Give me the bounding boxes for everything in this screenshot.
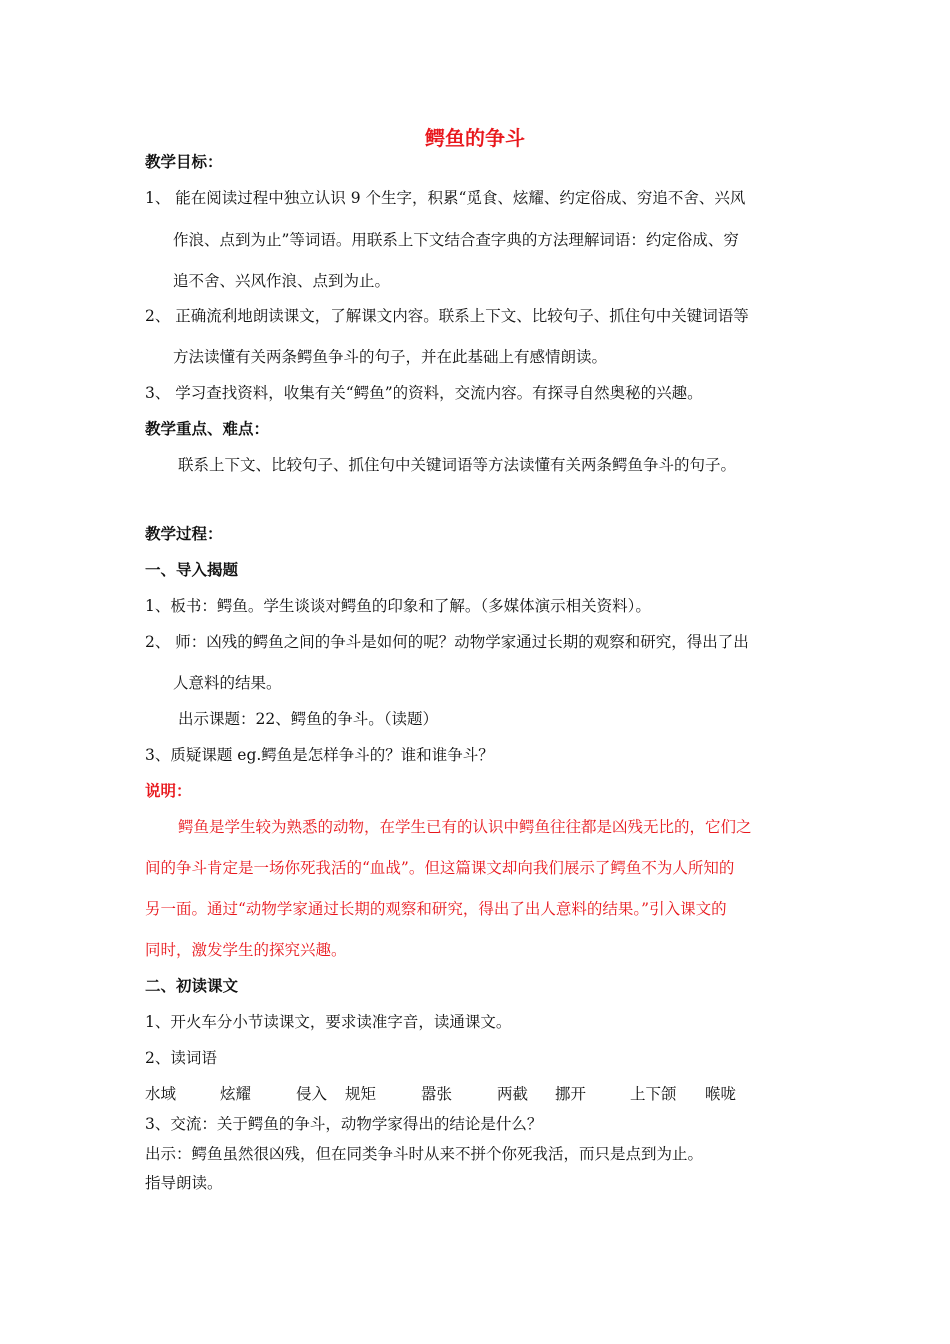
vocab-word: 水域	[145, 1085, 177, 1103]
section-1-show-title: 出示课题：22、鳄鱼的争斗。（读题）	[178, 710, 438, 728]
note-line-2: 间的争斗肯定是一场你死我活的“血战”。但这篇课文却向我们展示了鳄鱼不为人所知的	[145, 859, 735, 877]
document-title: 鳄鱼的争斗	[425, 126, 525, 150]
section-1-item-1: 1、板书：鳄鱼。学生谈谈对鳄鱼的印象和了解。（多媒体演示相关资料）。	[145, 597, 651, 615]
vocab-word: 嚣张	[421, 1085, 453, 1103]
note-line-1: 鳄鱼是学生较为熟悉的动物，在学生已有的认识中鳄鱼往往都是凶残无比的，它们之	[178, 818, 752, 836]
vocab-word: 喉咙	[705, 1085, 737, 1103]
objective-2-line-1: 2、 正确流利地朗读课文，了解课文内容。联系上下文、比较句子、抓住句中关键词语等	[145, 307, 749, 325]
key-points-heading: 教学重点、难点：	[145, 419, 270, 438]
note-line-3: 另一面。通过“动物学家通过长期的观察和研究，得出了出人意料的结果。”引入课文的	[145, 900, 727, 918]
vocab-word: 两截	[497, 1085, 529, 1103]
section-2-show-text: 出示：鳄鱼虽然很凶残，但在同类争斗时从来不拼个你死我活，而只是点到为止。	[145, 1145, 704, 1163]
note-line-4: 同时，激发学生的探究兴趣。	[145, 941, 347, 959]
section-2-item-1: 1、开火车分小节读课文，要求读准字音，读通课文。	[145, 1013, 512, 1031]
section-2-heading: 二、初读课文	[145, 976, 239, 995]
vocab-word: 侵入	[296, 1085, 328, 1103]
objective-3: 3、 学习查找资料，收集有关“鳄鱼”的资料，交流内容。有探寻自然奥秘的兴趣。	[145, 384, 703, 402]
objective-1-line-2: 作浪、点到为止”等词语。用联系上下文结合查字典的方法理解词语：约定俗成、穷	[173, 231, 739, 249]
section-2-guide: 指导朗读。	[145, 1174, 223, 1192]
objectives-heading: 教学目标：	[145, 152, 223, 171]
vocab-word: 规矩	[345, 1085, 377, 1103]
objective-2-line-2: 方法读懂有关两条鳄鱼争斗的句子，并在此基础上有感情朗读。	[173, 348, 608, 366]
objective-1-line-1: 1、 能在阅读过程中独立认识 9 个生字，积累“觅食、炫耀、约定俗成、穷追不舍、兴风	[145, 189, 746, 207]
section-2-item-3: 3、交流：关于鳄鱼的争斗，动物学家得出的结论是什么？	[145, 1115, 543, 1133]
section-2-item-2: 2、读词语	[145, 1049, 217, 1067]
key-points-text: 联系上下文、比较句子、抓住句中关键词语等方法读懂有关两条鳄鱼争斗的句子。	[178, 456, 737, 474]
section-1-heading: 一、导入揭题	[145, 560, 239, 579]
process-heading: 教学过程：	[145, 524, 223, 543]
section-1-item-2-line-2: 人意料的结果。	[173, 674, 282, 692]
objective-1-line-3: 追不舍、兴风作浪、点到为止。	[173, 272, 391, 290]
vocab-word: 上下颌	[630, 1085, 677, 1103]
note-heading: 说明：	[145, 781, 192, 800]
section-1-item-2-line-1: 2、 师：凶残的鳄鱼之间的争斗是如何的呢？动物学家通过长期的观察和研究，得出了出	[145, 633, 749, 651]
vocab-word: 挪开	[555, 1085, 587, 1103]
vocab-word: 炫耀	[220, 1085, 252, 1103]
section-1-item-3: 3、质疑课题 eg.鳄鱼是怎样争斗的？谁和谁争斗？	[145, 746, 494, 764]
